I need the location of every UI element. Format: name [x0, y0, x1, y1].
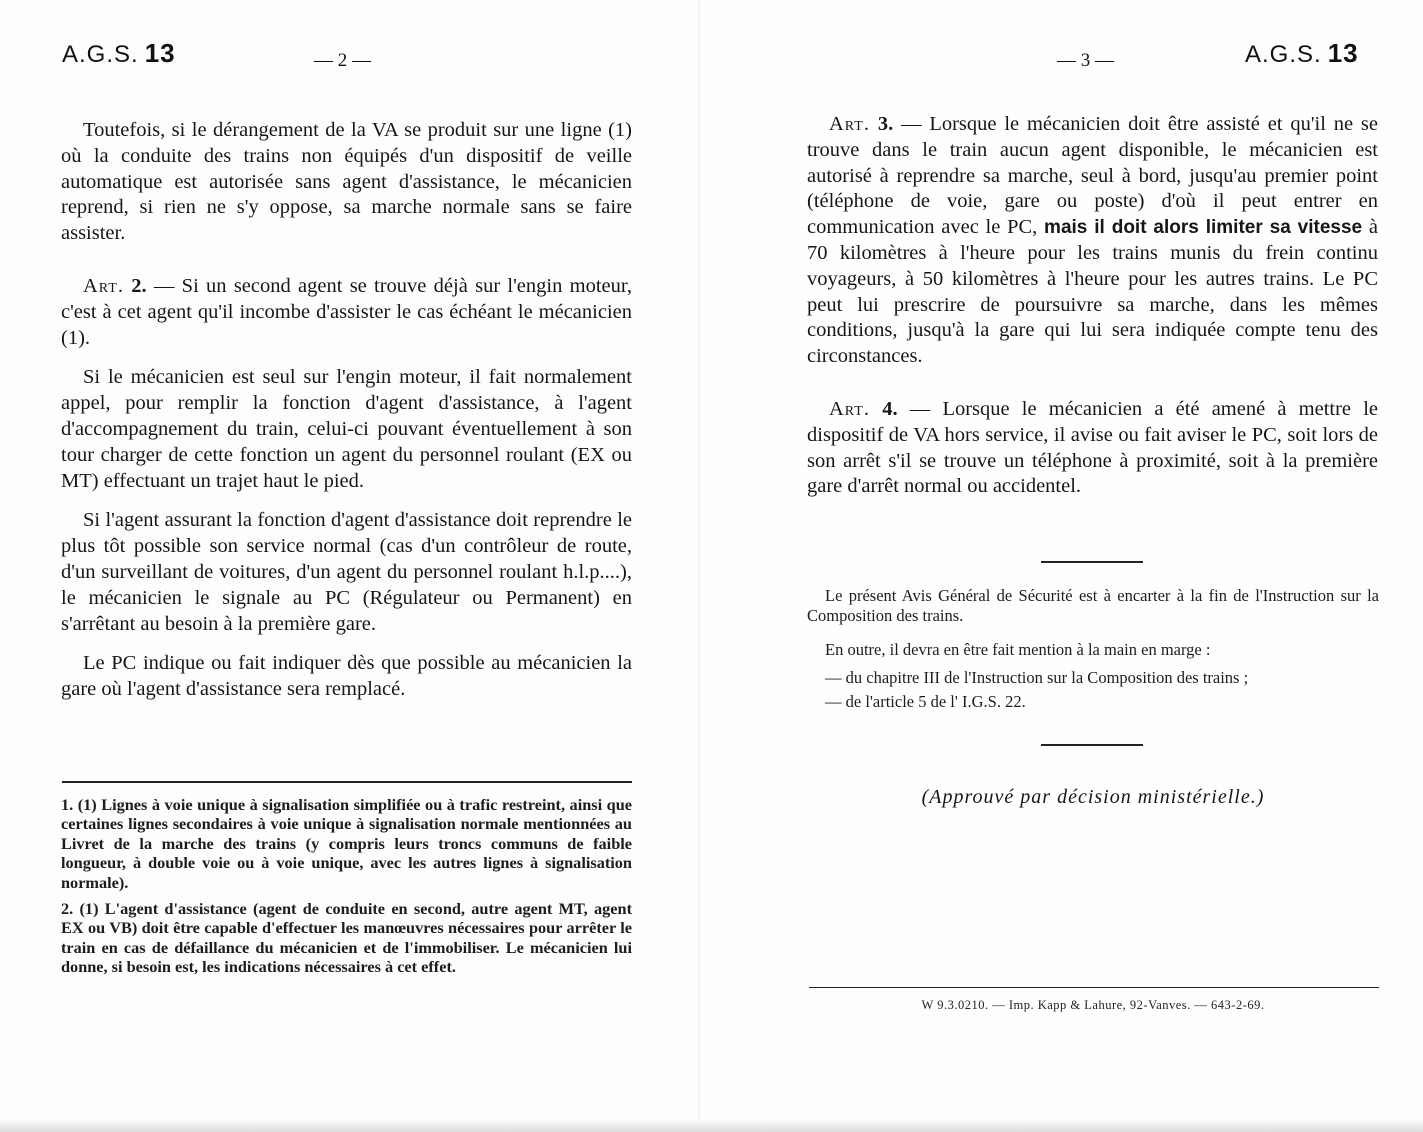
right-art4	[807, 397, 1378, 500]
right-body	[807, 112, 1378, 500]
separator-rule-2	[1041, 744, 1143, 746]
footnote-1: 1. (1) Lignes à voie unique à signalisation simplifiée ou à trafic restreint, ainsi que certaines lignes secondaires à voie unique à signalisation normale mentionnées au Livret de la marche des trains (y compris leurs troncs communs de faible longueur, à double voie ou à voie unique, avec les autres lignes à signalisation normale).	[61, 795, 632, 892]
notice-4: — de l'article 5 de l' I.G.S. 22.	[825, 692, 1026, 711]
art4-label: Art.	[829, 397, 870, 420]
left-header-prefix: A.G.S.	[62, 41, 139, 68]
art2-label: Art.	[83, 274, 124, 297]
art3-text-b: à 70 kilomètres à l'heure pour les trains munis du frein continu voyageurs, à 50 kilomètres à l'heure pour les autres trains. Le PC peut lui prescrire de poursuivre sa marche, dans les mêmes conditions, jusqu'à la gare qui lui sera indiquée compte tenu des circonstances.	[807, 216, 1378, 368]
right-page-number: — 3 —	[1057, 50, 1114, 71]
left-page-number: — 2 —	[314, 50, 371, 71]
art2-number: 2.	[131, 274, 147, 297]
footnote-rule	[62, 781, 632, 783]
left-header-number: 13	[144, 38, 176, 68]
art3-bold: mais il doit alors limiter sa vitesse	[1044, 217, 1363, 239]
art3-text-a: — Lorsque le mécanicien doit être assisté et qu'il ne se trouve dans le train aucun agent disponible, le mécanicien est autorisé à reprendre sa marche, seul à bord, jusqu'au premier point (téléphone de voie, gare ou poste) d'où il peut entrer en communication avec le PC,	[807, 113, 1378, 239]
art3-number: 3.	[877, 113, 894, 135]
footnotes	[61, 795, 632, 977]
notice-3: — du chapitre III de l'Instruction sur la Composition des trains ;	[825, 667, 1249, 687]
left-para-4: Si l'agent assurant la fonction d'agent d'assistance doit reprendre le plus tôt possible son service normal (cas d'un contrôleur de route, d'un surveillant de voitures, d'un agent du personnel roulant h.l.p....), le mécanicien le signale au PC (Régulateur ou Permanent) en s'arrêtant au besoin à la première gare.	[61, 509, 632, 635]
separator-rule-1	[1041, 561, 1143, 563]
printer-rule	[809, 987, 1379, 988]
art3-label: Art.	[829, 113, 870, 135]
notice-block	[807, 586, 1379, 712]
left-para-5: Le PC indique ou fait indiquer dès que possible au mécanicien la gare où l'agent d'assistance sera remplacé.	[61, 652, 632, 701]
page-gutter	[698, 0, 702, 1132]
notice-1: Le présent Avis Général de Sécurité est à encarter à la fin de l'Instruction sur la Composition des trains.	[807, 586, 1379, 625]
approval-note: (Approuvé par décision ministérielle.)	[921, 786, 1265, 808]
art2-text: — Si un second agent se trouve déjà sur l'engin moteur, c'est à cet agent qu'il incombe d'assister le cas échéant le mécanicien (1).	[61, 274, 632, 349]
art4-number: 4.	[882, 397, 898, 420]
right-art3	[807, 112, 1378, 370]
right-header-number: 13	[1327, 38, 1359, 68]
art4-text: — Lorsque le mécanicien a été amené à mettre le dispositif de VA hors service, il avise ou fait aviser le PC, soit lors de son arrêt s'il se trouve un téléphone à proximité, soit à la première gare d'arrêt normal ou accidentel.	[807, 397, 1379, 498]
left-para-3: Si le mécanicien est seul sur l'engin moteur, il fait normalement appel, pour remplir la fonction d'agent d'assistance, à l'agent d'accompagnement du train, celui-ci pouvant éventuellement à son tour charger de cette fonction un agent du personnel roulant (EX ou MT) effectuant un trajet haut le pied.	[61, 366, 632, 492]
notice-2: En outre, il devra en être fait mention à la main en marge :	[825, 640, 1211, 659]
left-header-ags	[62, 38, 176, 69]
right-header-prefix: A.G.S.	[1245, 41, 1322, 68]
left-art2	[61, 274, 632, 351]
footnote-2: 2. (1) L'agent d'assistance (agent de conduite en second, autre agent MT, agent EX ou VB) doit être capable d'effectuer les manœuvres nécessaires pour arrêter le train en cas de défaillance du mécanicien et de l'immobiliser. Le mécanicien lui donne, si besoin est, les indications nécessaires à cet effet.	[61, 899, 632, 977]
right-header-ags	[1245, 38, 1359, 69]
bottom-edge	[0, 1118, 1423, 1132]
printer-line: W 9.3.0210. — Imp. Kapp & Lahure, 92-Vanves. — 643-2-69.	[921, 998, 1265, 1012]
left-body	[61, 118, 632, 703]
left-para-1: Toutefois, si le dérangement de la VA se produit sur une ligne (1) où la conduite des trains non équipés d'un dispositif de veille automatique est autorisée sans agent d'assistance, le mécanicien reprend, si rien ne s'y oppose, sa marche normale sans se faire assister.	[61, 119, 632, 245]
